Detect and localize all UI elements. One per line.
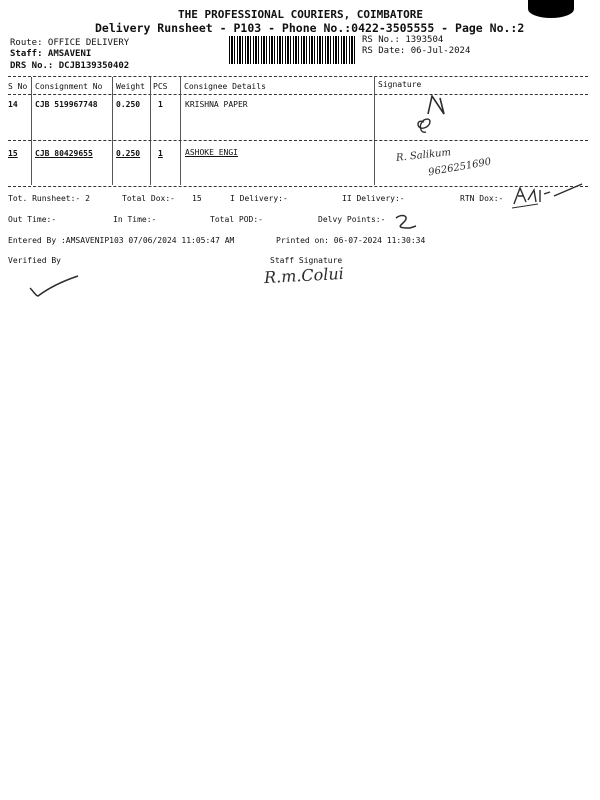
row14-pcs: 1 bbox=[158, 100, 163, 109]
total-dox-value: 15 bbox=[192, 194, 202, 203]
col-sep bbox=[180, 77, 181, 185]
col-consignee: Consignee Details bbox=[184, 82, 266, 91]
runsheet-title: Delivery Runsheet - P103 - Phone No.:0422-3505555 - Page No.:2 bbox=[95, 21, 525, 35]
col-sno: S No bbox=[8, 82, 28, 91]
total-pod: Total POD:- bbox=[210, 215, 263, 224]
rtn-dox: RTN Dox:- bbox=[460, 194, 504, 203]
col-sep bbox=[112, 77, 113, 185]
staff-label: Staff: AMSAVENI bbox=[10, 49, 92, 59]
verified-by-tick bbox=[28, 272, 80, 302]
table-bottom-rule bbox=[8, 186, 588, 187]
table-top-rule bbox=[8, 76, 588, 77]
rs-date: RS Date: 06-Jul-2024 bbox=[362, 46, 471, 56]
rtn-dox-scribble bbox=[510, 180, 585, 212]
verified-by: Verified By bbox=[8, 256, 61, 265]
row15-sno: 15 bbox=[8, 149, 18, 158]
total-dox-label: Total Dox:- bbox=[122, 194, 175, 203]
rs-number: RS No.: 1393504 bbox=[362, 35, 444, 45]
col-signature: Signature bbox=[378, 80, 422, 89]
row15-weight: 0.250 bbox=[116, 149, 141, 158]
row14-consignment: CJB 519967748 bbox=[35, 100, 98, 109]
row14-consignee: KRISHNA PAPER bbox=[185, 100, 248, 109]
table-header-rule bbox=[8, 94, 588, 95]
drs-number: DRS No.: DCJB139350402 bbox=[10, 61, 130, 71]
col-pcs: PCS bbox=[153, 82, 168, 91]
col-consignment: Consignment No bbox=[35, 82, 103, 91]
col-sep bbox=[374, 77, 375, 185]
delvy-points-mark bbox=[390, 212, 420, 232]
row14-signature bbox=[410, 92, 460, 137]
delvy-points: Delvy Points:- bbox=[318, 215, 386, 224]
row15-consignment: CJB 80429655 bbox=[35, 149, 93, 158]
row15-consignee: ASHOKE ENGI bbox=[185, 148, 238, 157]
col-sep bbox=[31, 77, 32, 185]
ink-blot bbox=[528, 0, 574, 18]
i-delivery: I Delivery:- bbox=[230, 194, 288, 203]
row14-sno: 14 bbox=[8, 100, 18, 109]
row-divider bbox=[8, 140, 588, 141]
ii-delivery: II Delivery:- bbox=[342, 194, 405, 203]
entered-by: Entered By :AMSAVENIP103 07/06/2024 11:05:47 AM bbox=[8, 236, 235, 245]
route-label: Route: OFFICE DELIVERY bbox=[10, 38, 130, 48]
row15-handwritten-name: R. Salikum bbox=[395, 147, 452, 164]
staff-signature-handwritten: R.m.Colui bbox=[263, 263, 345, 288]
staff-signature-label: Staff Signature bbox=[270, 256, 343, 265]
in-time: In Time:- bbox=[113, 215, 157, 224]
col-sep bbox=[150, 77, 151, 185]
company-title: THE PROFESSIONAL COURIERS, COIMBATORE bbox=[178, 8, 424, 21]
row15-handwritten-phone: 9626251690 bbox=[427, 156, 493, 179]
out-time: Out Time:- bbox=[8, 215, 57, 224]
tot-runsheet: Tot. Runsheet:- 2 bbox=[8, 194, 90, 203]
row14-weight: 0.250 bbox=[116, 100, 141, 109]
col-weight: Weight bbox=[116, 82, 145, 91]
barcode bbox=[229, 36, 357, 64]
row15-pcs: 1 bbox=[158, 149, 163, 158]
printed-on: Printed on: 06-07-2024 11:30:34 bbox=[276, 236, 426, 245]
